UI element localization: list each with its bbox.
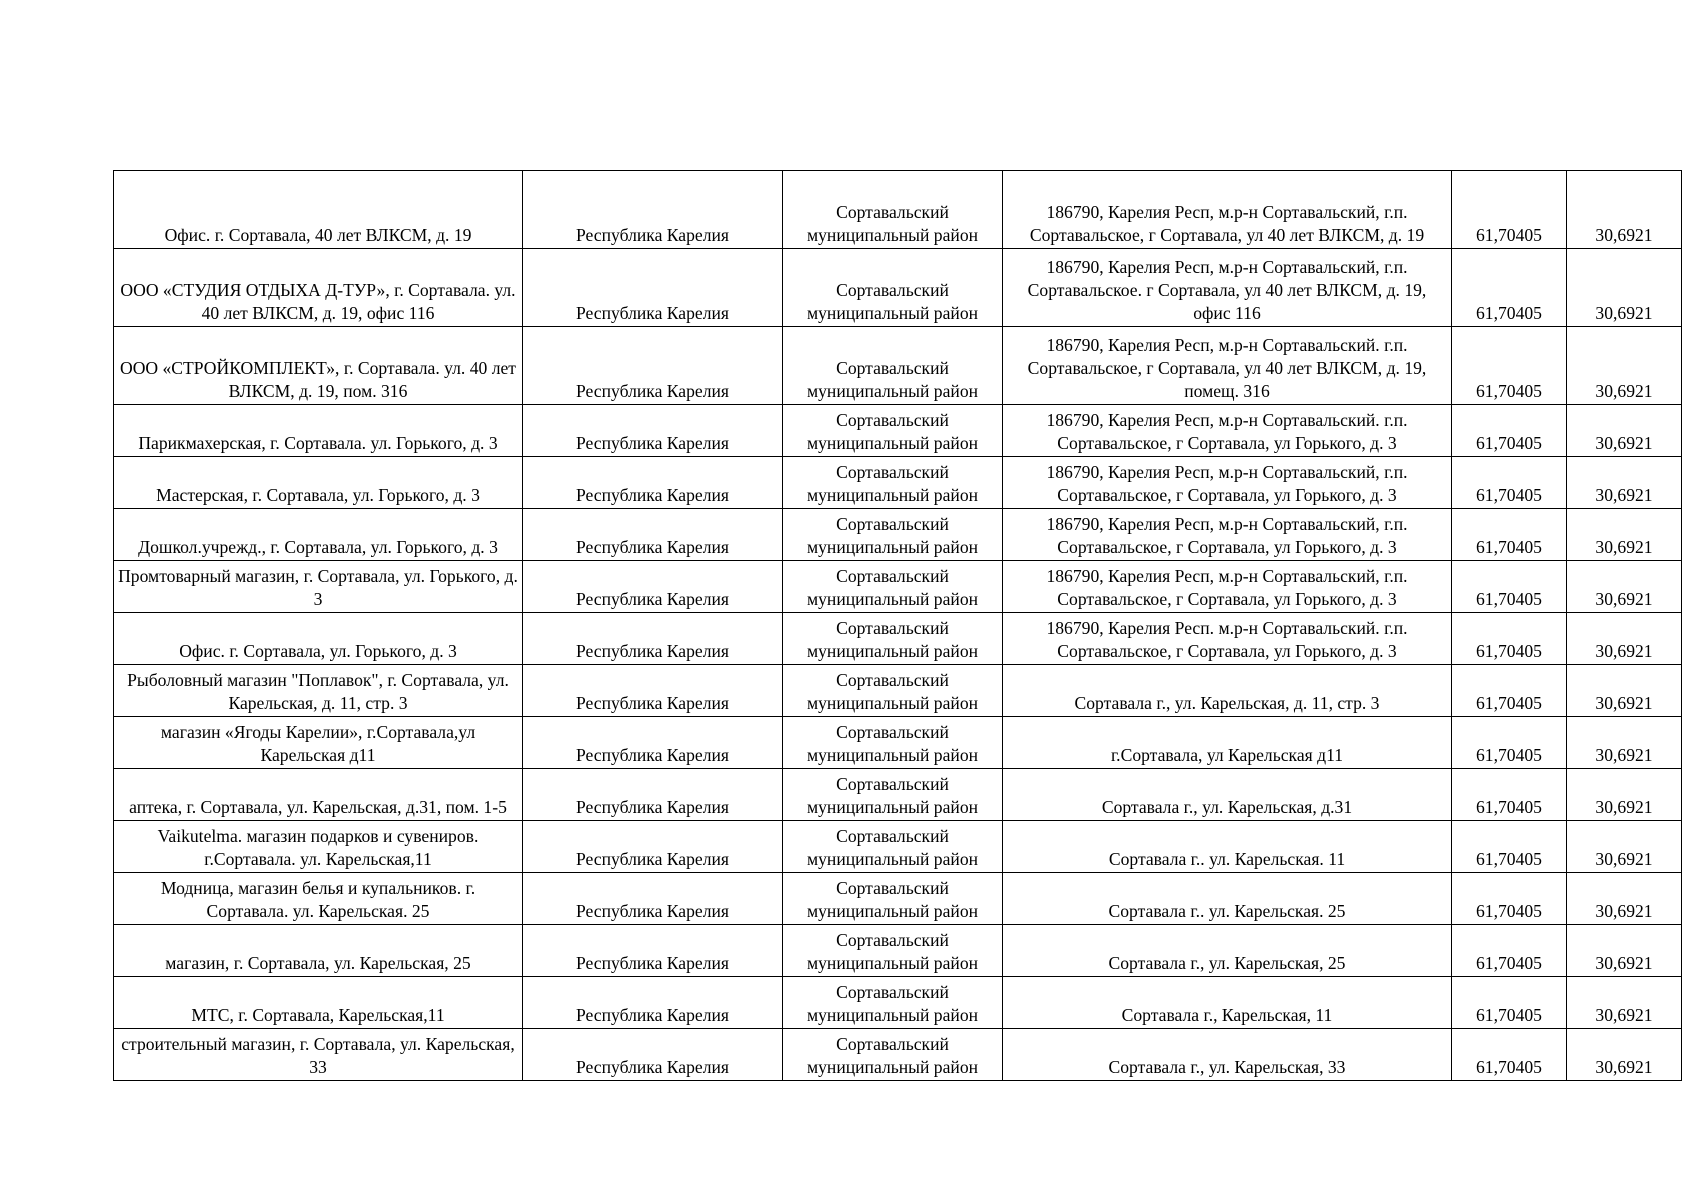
cell-address: Сортавала г., ул. Карельская, 25 — [1003, 925, 1452, 977]
cell-address: 186790, Карелия Респ, м.р-н Сортавальский, г.п. Сортавальское, г Сортавала, ул Горького, д. 3 — [1003, 509, 1452, 561]
cell-longitude: 30,6921 — [1567, 249, 1682, 327]
registry-table — [113, 170, 1682, 1081]
cell-address: 186790, Карелия Респ, м.р-н Сортавальский, г.п. Сортавальское, г Сортавала, ул 40 лет ВЛКСМ, д. 19 — [1003, 171, 1452, 249]
cell-latitude: 61,70405 — [1452, 249, 1567, 327]
cell-district: Сортавальский муниципальный район — [783, 613, 1003, 665]
cell-region: Республика Карелия — [523, 613, 783, 665]
cell-latitude: 61,70405 — [1452, 1029, 1567, 1081]
cell-district: Сортавальский муниципальный район — [783, 327, 1003, 405]
cell-address: Сортавала г., ул. Карельская, 33 — [1003, 1029, 1452, 1081]
cell-latitude: 61,70405 — [1452, 327, 1567, 405]
cell-region: Республика Карелия — [523, 925, 783, 977]
cell-object-name: Мастерская, г. Сортавала, ул. Горького, д. 3 — [114, 457, 523, 509]
table-row — [114, 171, 1682, 249]
table-row — [114, 769, 1682, 821]
cell-district: Сортавальский муниципальный район — [783, 977, 1003, 1029]
cell-object-name: Дошкол.учрежд., г. Сортавала, ул. Горького, д. 3 — [114, 509, 523, 561]
cell-latitude: 61,70405 — [1452, 561, 1567, 613]
cell-longitude: 30,6921 — [1567, 509, 1682, 561]
cell-longitude: 30,6921 — [1567, 821, 1682, 873]
cell-longitude: 30,6921 — [1567, 613, 1682, 665]
cell-address: 186790, Карелия Респ, м.р-н Сортавальский. г.п. Сортавальское, г Сортавала, ул Горького, д. 3 — [1003, 405, 1452, 457]
cell-address: Сортавала г., Карельская, 11 — [1003, 977, 1452, 1029]
cell-latitude: 61,70405 — [1452, 977, 1567, 1029]
cell-longitude: 30,6921 — [1567, 405, 1682, 457]
cell-address: 186790, Карелия Респ. м.р-н Сортавальский. г.п. Сортавальское, г Сортавала, ул Горького, д. 3 — [1003, 613, 1452, 665]
cell-region: Республика Карелия — [523, 405, 783, 457]
cell-longitude: 30,6921 — [1567, 171, 1682, 249]
table-row — [114, 249, 1682, 327]
cell-latitude: 61,70405 — [1452, 769, 1567, 821]
cell-address: 186790, Карелия Респ, м.р-н Сортавальский. г.п. Сортавальское, г Сортавала, ул 40 лет ВЛКСМ, д. 19, помещ. 316 — [1003, 327, 1452, 405]
cell-object-name: ООО «СТУДИЯ ОТДЫХА Д-ТУР», г. Сортавала. ул. 40 лет ВЛКСМ, д. 19, офис 116 — [114, 249, 523, 327]
cell-region: Республика Карелия — [523, 327, 783, 405]
cell-object-name: строительный магазин, г. Сортавала, ул. Карельская, 33 — [114, 1029, 523, 1081]
cell-region: Республика Карелия — [523, 561, 783, 613]
table-row — [114, 1029, 1682, 1081]
cell-longitude: 30,6921 — [1567, 665, 1682, 717]
cell-district: Сортавальский муниципальный район — [783, 509, 1003, 561]
cell-district: Сортавальский муниципальный район — [783, 873, 1003, 925]
cell-longitude: 30,6921 — [1567, 717, 1682, 769]
cell-district: Сортавальский муниципальный район — [783, 561, 1003, 613]
cell-district: Сортавальский муниципальный район — [783, 665, 1003, 717]
cell-region: Республика Карелия — [523, 509, 783, 561]
cell-region: Республика Карелия — [523, 457, 783, 509]
cell-longitude: 30,6921 — [1567, 561, 1682, 613]
cell-latitude: 61,70405 — [1452, 717, 1567, 769]
cell-object-name: МТС, г. Сортавала, Карельская,11 — [114, 977, 523, 1029]
table-row — [114, 821, 1682, 873]
cell-object-name: Офис. г. Сортавала, 40 лет ВЛКСМ, д. 19 — [114, 171, 523, 249]
table-row — [114, 717, 1682, 769]
cell-object-name: аптека, г. Сортавала, ул. Карельская, д.31, пом. 1-5 — [114, 769, 523, 821]
cell-district: Сортавальский муниципальный район — [783, 249, 1003, 327]
cell-longitude: 30,6921 — [1567, 457, 1682, 509]
cell-latitude: 61,70405 — [1452, 821, 1567, 873]
cell-district: Сортавальский муниципальный район — [783, 925, 1003, 977]
cell-latitude: 61,70405 — [1452, 405, 1567, 457]
cell-region: Республика Карелия — [523, 249, 783, 327]
cell-region: Республика Карелия — [523, 171, 783, 249]
cell-longitude: 30,6921 — [1567, 1029, 1682, 1081]
cell-region: Республика Карелия — [523, 1029, 783, 1081]
cell-object-name: Модница, магазин белья и купальников. г. Сортавала. ул. Карельская. 25 — [114, 873, 523, 925]
cell-region: Республика Карелия — [523, 977, 783, 1029]
cell-latitude: 61,70405 — [1452, 873, 1567, 925]
cell-address: г.Сортавала, ул Карельская д11 — [1003, 717, 1452, 769]
cell-longitude: 30,6921 — [1567, 327, 1682, 405]
cell-address: Сортавала г.. ул. Карельская. 11 — [1003, 821, 1452, 873]
cell-longitude: 30,6921 — [1567, 925, 1682, 977]
cell-region: Республика Карелия — [523, 665, 783, 717]
cell-object-name: Офис. г. Сортавала, ул. Горького, д. 3 — [114, 613, 523, 665]
cell-district: Сортавальский муниципальный район — [783, 1029, 1003, 1081]
cell-address: Сортавала г., ул. Карельская, д. 11, стр. 3 — [1003, 665, 1452, 717]
cell-address: 186790, Карелия Респ, м.р-н Сортавальский, г.п. Сортавальское, г Сортавала, ул Горького, д. 3 — [1003, 457, 1452, 509]
table-row — [114, 665, 1682, 717]
cell-latitude: 61,70405 — [1452, 613, 1567, 665]
table-row — [114, 613, 1682, 665]
table-row — [114, 457, 1682, 509]
cell-object-name: Рыболовный магазин "Поплавок", г. Сортавала, ул. Карельская, д. 11, стр. 3 — [114, 665, 523, 717]
cell-object-name: Парикмахерская, г. Сортавала. ул. Горького, д. 3 — [114, 405, 523, 457]
cell-region: Республика Карелия — [523, 821, 783, 873]
cell-address: 186790, Карелия Респ, м.р-н Сортавальский, г.п. Сортавальское, г Сортавала, ул Горького, д. 3 — [1003, 561, 1452, 613]
cell-object-name: магазин, г. Сортавала, ул. Карельская, 25 — [114, 925, 523, 977]
cell-longitude: 30,6921 — [1567, 873, 1682, 925]
table-row — [114, 509, 1682, 561]
cell-district: Сортавальский муниципальный район — [783, 171, 1003, 249]
table-row — [114, 405, 1682, 457]
table-row — [114, 977, 1682, 1029]
cell-latitude: 61,70405 — [1452, 171, 1567, 249]
cell-longitude: 30,6921 — [1567, 977, 1682, 1029]
cell-district: Сортавальский муниципальный район — [783, 769, 1003, 821]
cell-district: Сортавальский муниципальный район — [783, 821, 1003, 873]
table-row — [114, 925, 1682, 977]
cell-object-name: ООО «СТРОЙКОМПЛЕКТ», г. Сортавала. ул. 40 лет ВЛКСМ, д. 19, пом. 316 — [114, 327, 523, 405]
cell-latitude: 61,70405 — [1452, 509, 1567, 561]
cell-address: Сортавала г.. ул. Карельская. 25 — [1003, 873, 1452, 925]
cell-district: Сортавальский муниципальный район — [783, 717, 1003, 769]
cell-address: Сортавала г., ул. Карельская, д.31 — [1003, 769, 1452, 821]
cell-address: 186790, Карелия Респ, м.р-н Сортавальский, г.п. Сортавальское. г Сортавала, ул 40 лет ВЛКСМ, д. 19, офис 116 — [1003, 249, 1452, 327]
cell-latitude: 61,70405 — [1452, 457, 1567, 509]
cell-district: Сортавальский муниципальный район — [783, 405, 1003, 457]
cell-district: Сортавальский муниципальный район — [783, 457, 1003, 509]
cell-latitude: 61,70405 — [1452, 665, 1567, 717]
cell-object-name: Vaikutelma. магазин подарков и сувениров. г.Сортавала. ул. Карельская,11 — [114, 821, 523, 873]
table-row — [114, 561, 1682, 613]
cell-region: Республика Карелия — [523, 873, 783, 925]
table-row — [114, 873, 1682, 925]
cell-longitude: 30,6921 — [1567, 769, 1682, 821]
cell-region: Республика Карелия — [523, 769, 783, 821]
cell-latitude: 61,70405 — [1452, 925, 1567, 977]
table-row — [114, 327, 1682, 405]
cell-object-name: Промтоварный магазин, г. Сортавала, ул. Горького, д. 3 — [114, 561, 523, 613]
cell-object-name: магазин «Ягоды Карелии», г.Сортавала,ул Карельская д11 — [114, 717, 523, 769]
cell-region: Республика Карелия — [523, 717, 783, 769]
